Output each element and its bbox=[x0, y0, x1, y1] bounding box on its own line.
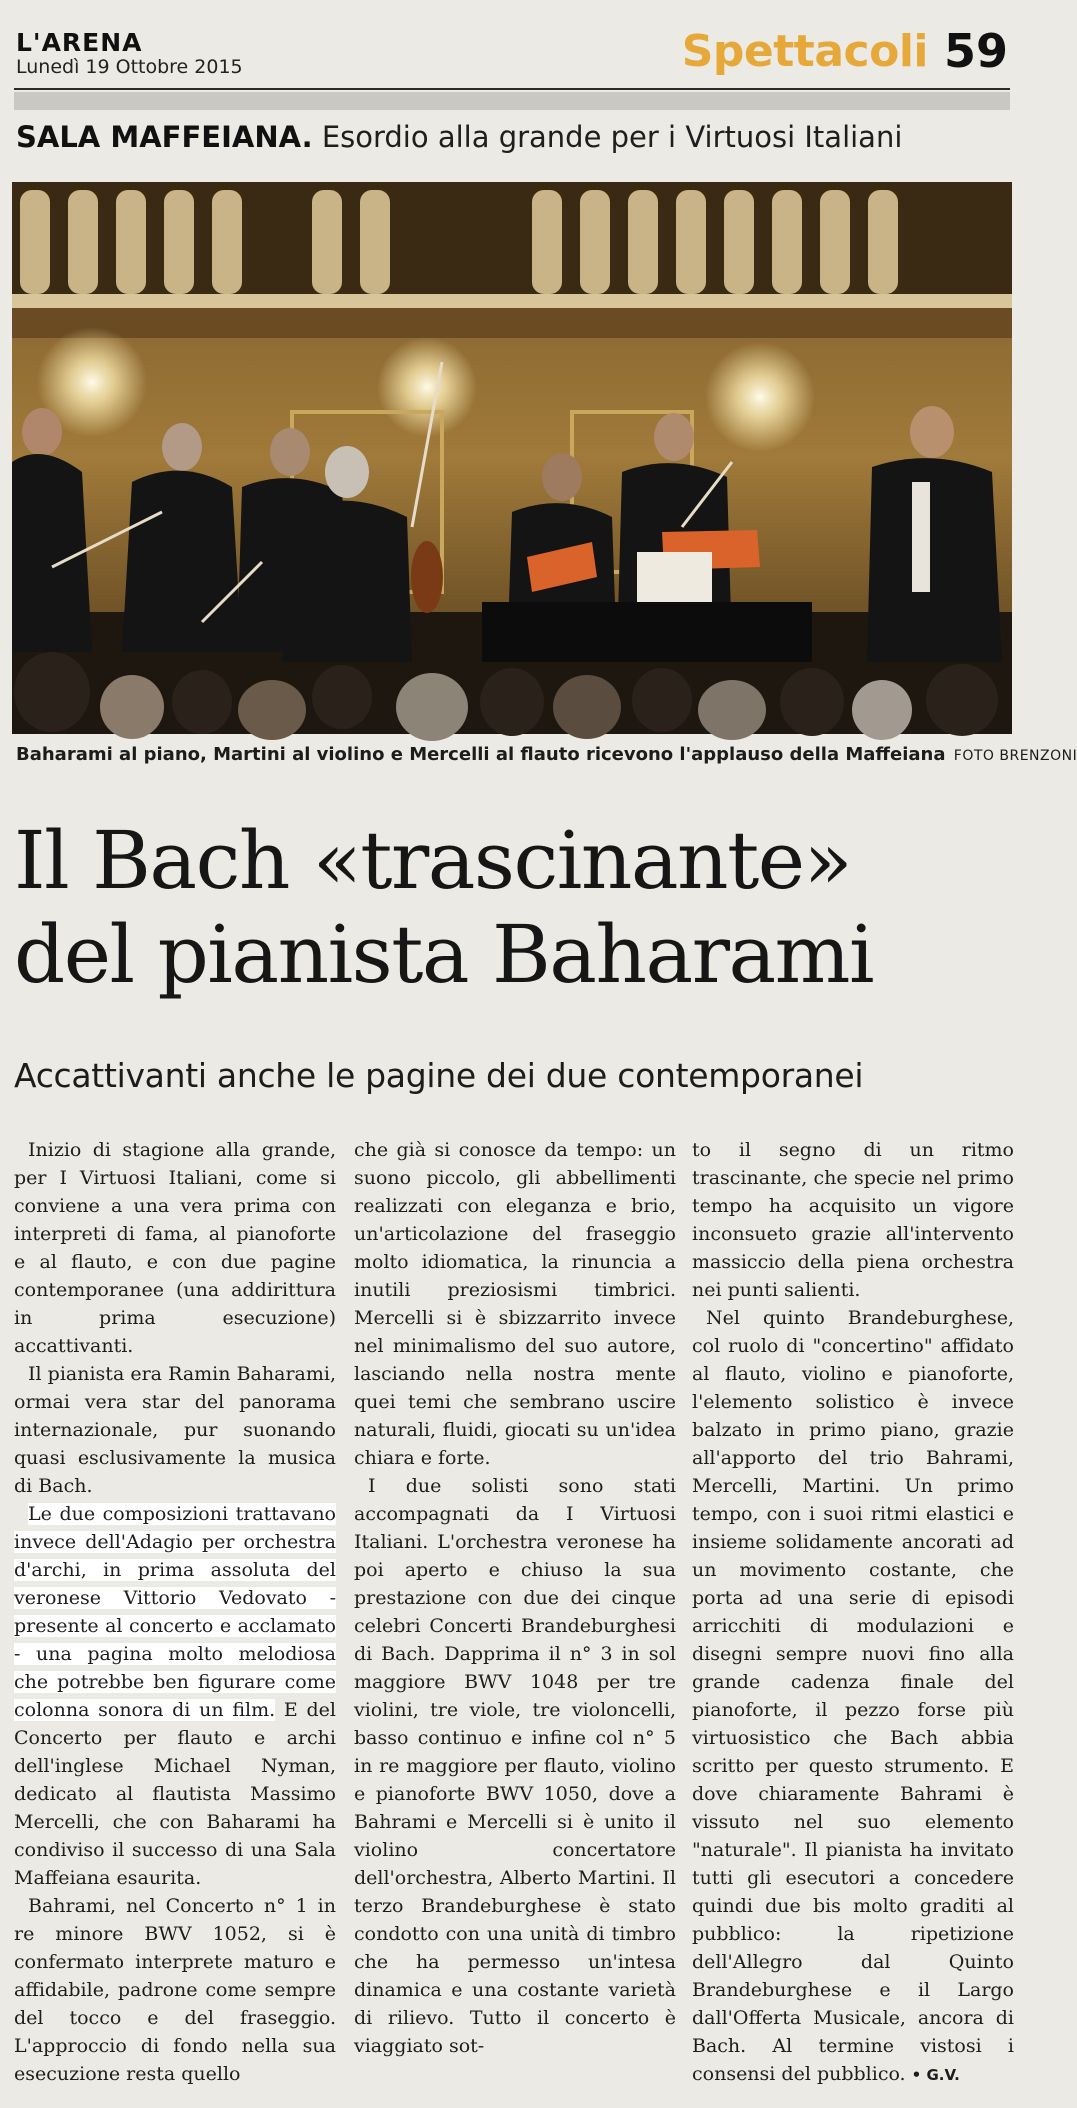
paragraph bbox=[692, 1304, 1014, 2089]
kicker-label: SALA MAFFEIANA. bbox=[16, 120, 313, 154]
paragraph-continuation: E del Concerto per flauto e archi dell'inglese Michael Nyman, dedicato al flautista Massimo Mercelli, che con Baharami ha condiviso il successo di una Sala Maffeiana esaurita. bbox=[14, 1699, 336, 1889]
author-signature: • G.V. bbox=[911, 2066, 960, 2084]
paragraph: to il segno di un ritmo trascinante, che specie nel primo tempo ha acquisito un vigore inconsueto grazie all'intervento massiccio della piena orchestra nei punti salienti. bbox=[692, 1139, 1014, 1301]
concert-photo-illustration bbox=[12, 182, 1012, 734]
paragraph-text: Nel quinto Brandeburghese, col ruolo di "concertino" affidato al flauto, violino e pianoforte, l'elemento solistico è invece balzato in primo piano, grazie all'apporto del trio Bahrami, Mercelli, Martini. Un primo tempo, con i suoi ritmi elastici e insieme solidamente ancorati ad un movimento costante, che porta ad una serie di episodi arricchiti di modulazioni e disegni sempre nuovi fino alla grande cadenza finale del pianoforte, il pezzo forse più virtuosistico che Bach abbia scritto per questo strumento. E dove chiaramente Bahrami è vissuto nel suo elemento "naturale". Il pianista ha invitato tutti gli esecutori a concedere quindi due bis molto graditi al pubblico: la ripetizione dell'Allegro dal Quinto Brandeburghese e il Largo dall'Offerta Musicale, ancora di Bach. Al termine vistosi i consensi del pubblico. bbox=[692, 1307, 1014, 2085]
photo-credit: FOTO BRENZONI bbox=[953, 748, 1077, 764]
article-column-1 bbox=[14, 1136, 336, 2088]
concert-photo bbox=[12, 182, 1012, 734]
paragraph: I due solisti sono stati accompagnati da I Virtuosi Italiani. L'orchestra veronese ha poi aperto e chiuso la sua prestazione con due dei cinque celebri Concerti Brandeburghesi di Bach. Dapprima il n° 3 in sol maggiore BWV 1048 per tre violini, tre viole, tre violoncelli, basso continuo e infine col n° 5 in re maggiore per flauto, violino e pianoforte BWV 1050, dove a Bahrami e Mercelli si è unito il violino concertatore dell'orchestra, Alberto Martini. Il terzo Brandeburghese è stato condotto con una unità di timbro che ha permesso un'intesa dinamica e una costante varietà di rilievo. Tutto il concerto è viaggiato sot- bbox=[354, 1475, 676, 2057]
subheadline: Accattivanti anche le pagine dei due contemporanei bbox=[14, 1056, 864, 1095]
highlighted-text: Le due composizioni trattavano invece dell'Adagio per orchestra d'archi, in prima assoluta del veronese Vittorio Vedovato - presente al concerto e acclamato - una pagina molto melodiosa che potrebbe ben figurare come colonna sonora di un film. bbox=[14, 1503, 336, 1721]
article-column-2 bbox=[354, 1136, 676, 2060]
section-title: Spettacoli bbox=[681, 26, 928, 77]
article-column-3 bbox=[692, 1136, 1014, 2089]
paragraph: Bahrami, nel Concerto n° 1 in re minore BWV 1052, si è confermato interprete maturo e affidabile, padrone come sempre del tocco e del fraseggio. L'approccio di fondo nella sua esecuzione resta quello bbox=[14, 1895, 336, 2085]
headline bbox=[14, 814, 1014, 1002]
headline-line-1: Il Bach «trascinante» bbox=[14, 814, 852, 907]
paragraph bbox=[14, 1500, 336, 1892]
paragraph: Inizio di stagione alla grande, per I Virtuosi Italiani, come si conviene a una vera prima con interpreti di fama, al pianoforte e al flauto, e con due pagine contemporanee (una addirittura in prima esecuzione) accattivanti. bbox=[14, 1139, 336, 1357]
page-number: 59 bbox=[943, 24, 1008, 78]
issue-date: Lunedì 19 Ottobre 2015 bbox=[16, 56, 243, 78]
kicker-text: Esordio alla grande per i Virtuosi Italiani bbox=[321, 120, 903, 154]
photo-caption bbox=[16, 744, 1077, 765]
newspaper-brand: L'ARENA bbox=[16, 28, 143, 57]
caption-text: Baharami al piano, Martini al violino e Mercelli al flauto ricevono l'applauso della Maffeiana bbox=[16, 744, 946, 765]
headline-line-2: del pianista Baharami bbox=[14, 908, 874, 1001]
header-rule bbox=[14, 88, 1010, 90]
masthead bbox=[16, 26, 1010, 86]
paragraph: Il pianista era Ramin Baharami, ormai vera star del panorama internazionale, pur suonando quasi esclusivamente la musica di Bach. bbox=[14, 1363, 336, 1497]
header-band bbox=[14, 92, 1010, 110]
paragraph: che già si conosce da tempo: un suono piccolo, gli abbellimenti realizzati con eleganza e brio, un'articolazione del fraseggio molto idiomatica, la rinuncia a inutili preziosismi timbrici. Mercelli si è sbizzarrito invece nel minimalismo del suo autore, lasciando nella nostra mente quei temi che sembrano uscire naturali, fluidi, giocati su un'idea chiara e forte. bbox=[354, 1139, 676, 1469]
kicker bbox=[16, 120, 902, 154]
